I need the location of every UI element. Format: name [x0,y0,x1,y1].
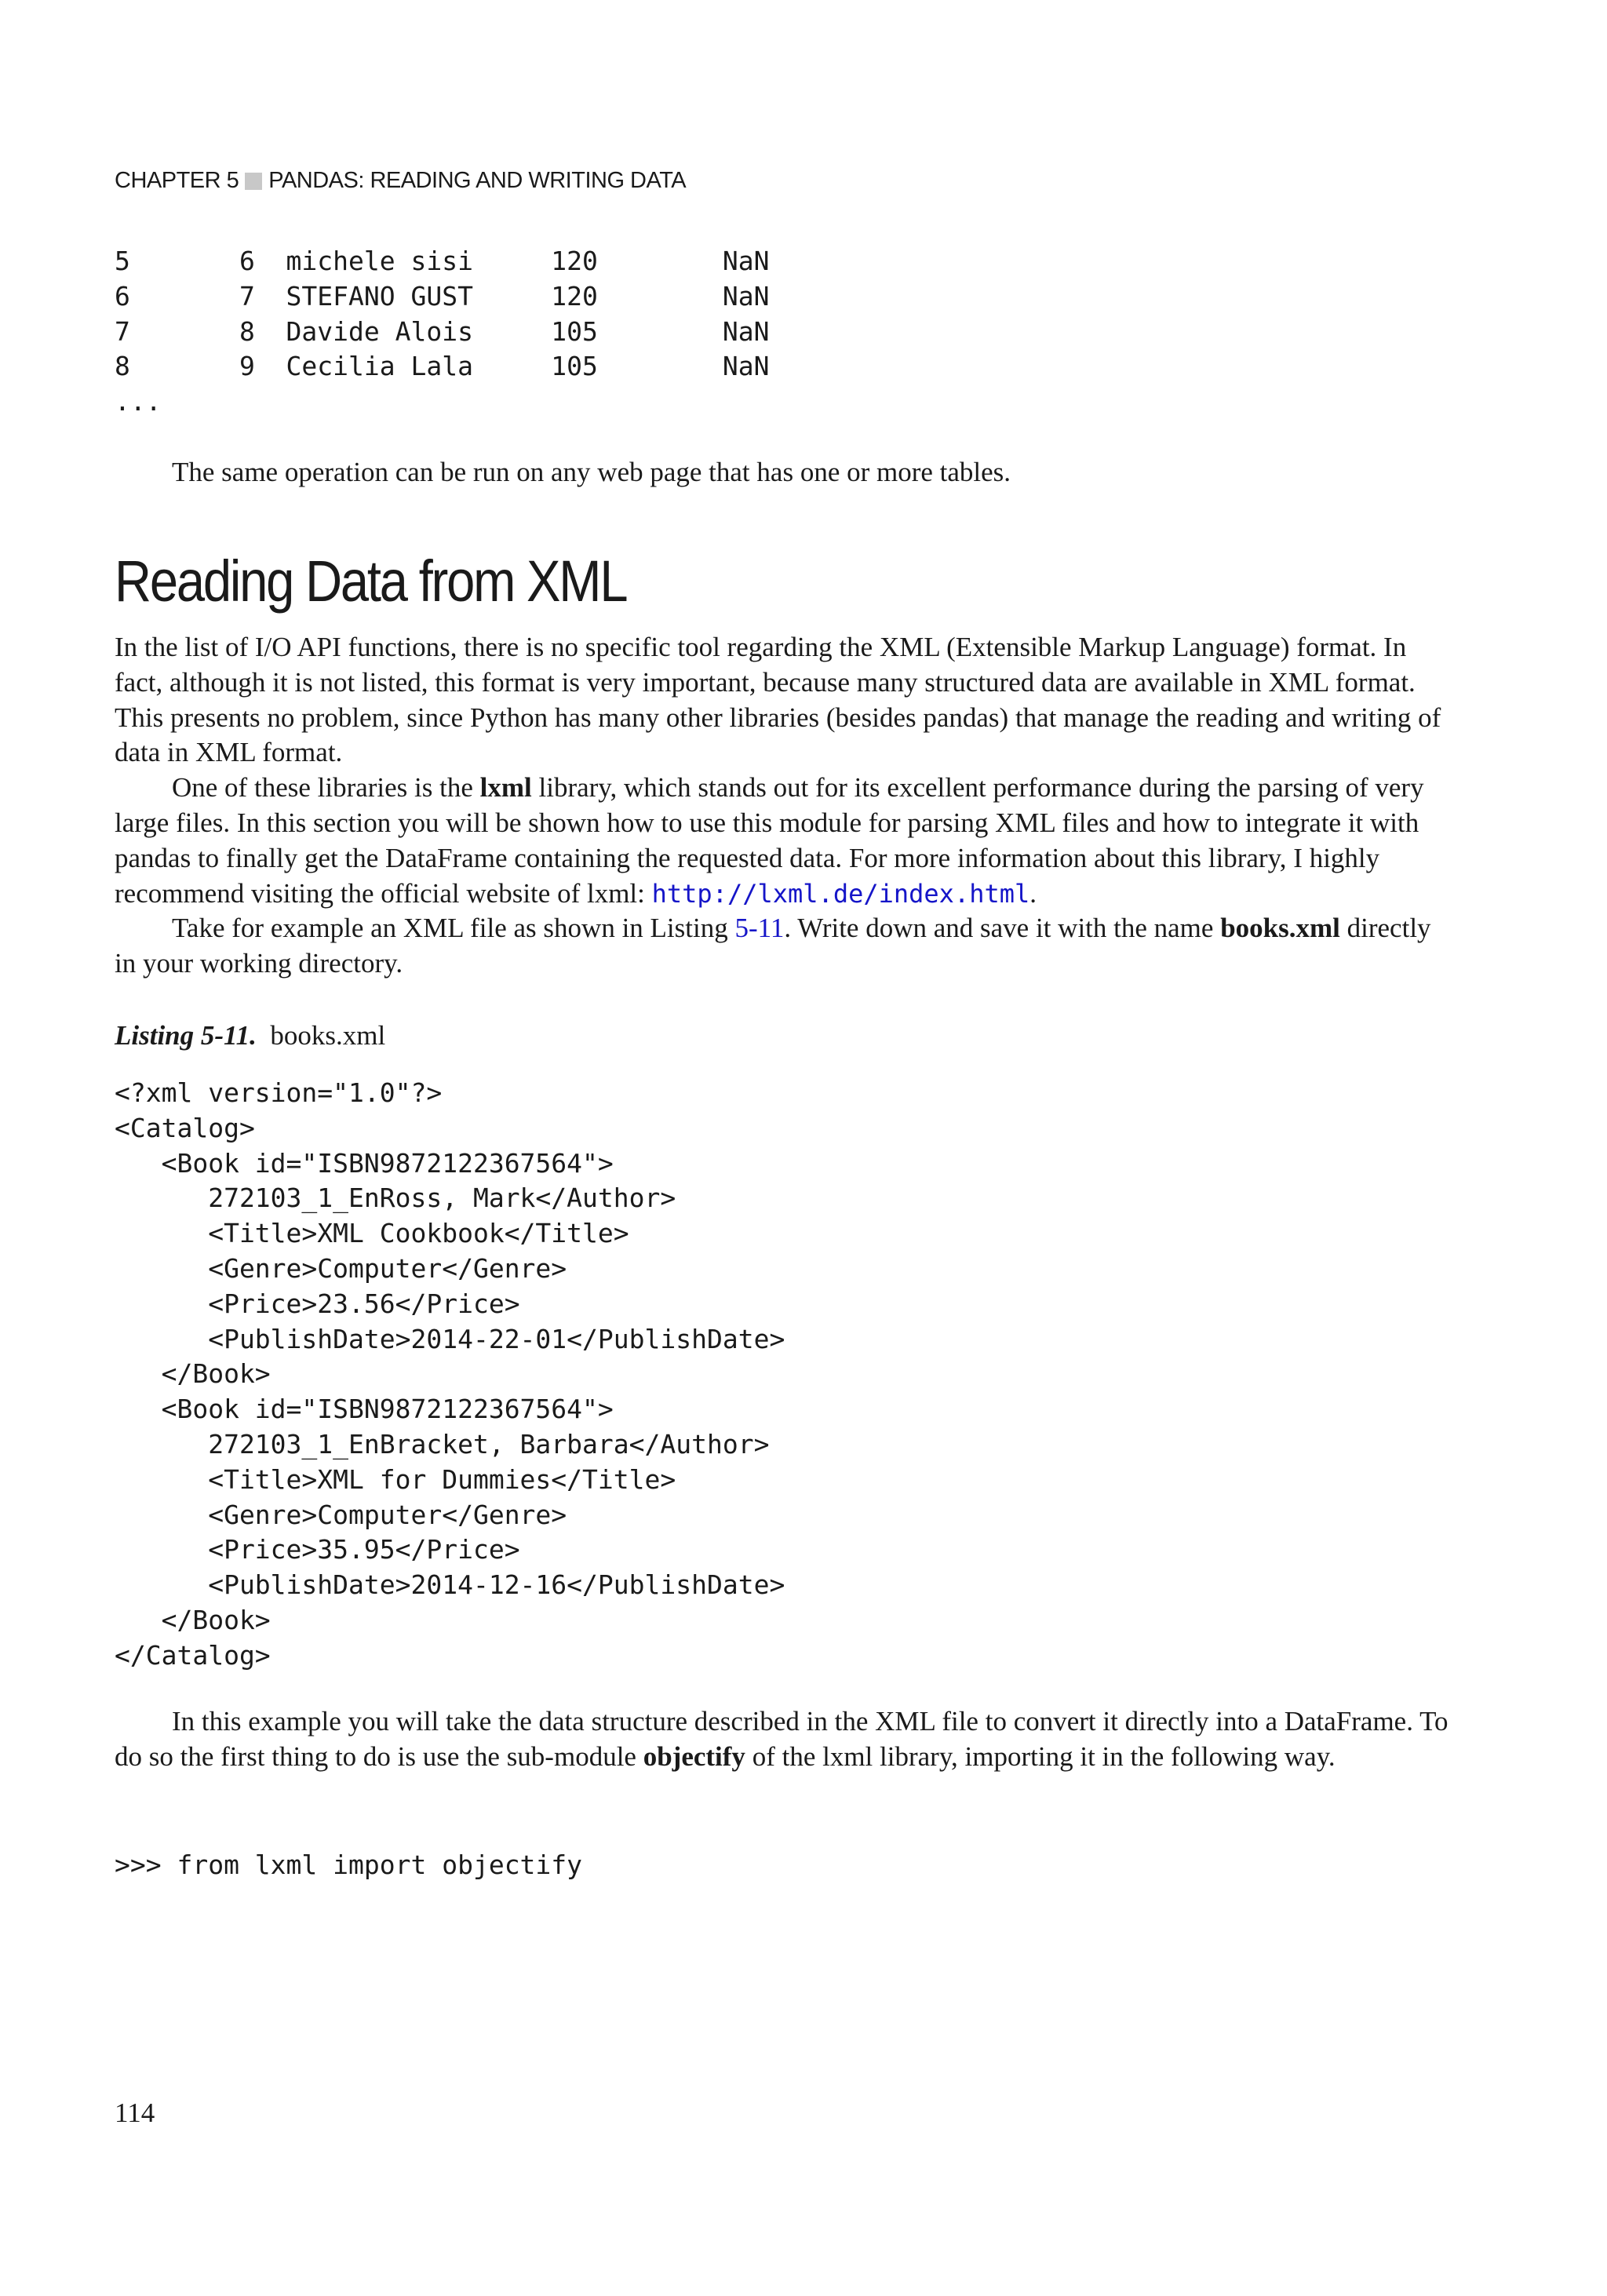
listing-crossref-link[interactable]: 5-11 [734,913,785,944]
section-title: Reading Data from XML [115,548,627,614]
output-row: 5 6 michele sisi 120 NaN [115,246,770,276]
code-line: </Catalog> [115,1639,271,1671]
paragraph-example-file: Take for example an XML file as shown in Listing 5-11. Write down and save it with the name books.xml directly in your working directory. [115,913,1431,979]
import-code [115,1848,582,1883]
code-line: </Book> [115,1358,271,1390]
code-line: </Book> [115,1604,271,1635]
section-body [115,630,1448,982]
output-row: 7 8 Davide Alois 105 NaN [115,315,770,347]
output-ellipsis: ... [115,386,162,417]
code-line: <Title>XML for Dummies</Title> [115,1463,676,1495]
bold-objectify: objectify [643,1740,745,1772]
page-number: 114 [115,2097,155,2128]
code-line: >>> from lxml import objectify [115,1850,583,1880]
paragraph-objectify: In this example you will take the data structure described in the XML file to convert it directly into a DataFrame. To do so the first thing to do is use the sub-module objectify of the lxml library, importing it in the following way. [115,1706,1448,1772]
lxml-website-link[interactable]: http://lxml.de/index.html [651,878,1030,909]
paragraph-same-operation: The same operation can be run on any web page that has one or more tables. [172,457,1011,487]
header-separator-square [245,173,262,190]
bold-lxml: lxml [479,772,532,804]
code-line: <Book id="ISBN9872122367564"> [115,1147,614,1179]
code-line: <Price>35.95</Price> [115,1534,520,1565]
code-line: <Price>23.56</Price> [115,1288,520,1319]
paragraph-intro: In the list of I/O API functions, there is no specific tool regarding the XML (Extensible Markup Language) format. In fact, although it is not listed, this format is very important, because many structured data are available in XML format. This presents no problem, since Python has many other libraries (besides pandas) that manage the reading and writing of data in XML format. [115,632,1441,768]
code-line: 272103_1_EnRoss, Mark</Author> [115,1183,676,1214]
code-line: 272103_1_EnBracket, Barbara</Author> [115,1428,770,1460]
code-line: <PublishDate>2014-22-01</PublishDate> [115,1323,785,1354]
code-line: <Book id="ISBN9872122367564"> [115,1394,614,1425]
paragraph-lxml: One of these libraries is the lxml library, which stands out for its excellent performance during the parsing of very large files. In this section you will be shown how to use this module for parsing XML files and how to integrate it with pandas to finally get the DataFrame containing the requested data. For more information about this library, I highly recommend visiting the official website of lxml: http://lxml.de/index.html. [115,772,1424,909]
listing-caption [115,1019,385,1053]
listing-name: books.xml [270,1020,386,1051]
bold-filename: books.xml [1220,913,1340,944]
running-header [115,168,686,194]
code-line: <Genre>Computer</Genre> [115,1252,567,1284]
code-line: <Catalog> [115,1112,255,1143]
code-line: <Genre>Computer</Genre> [115,1499,567,1530]
xml-code-listing [115,1076,785,1674]
code-line: <PublishDate>2014-12-16</PublishDate> [115,1569,785,1601]
chapter-title: PANDAS: READING AND WRITING DATA [268,168,687,193]
output-row: 6 7 STEFANO GUST 120 NaN [115,280,770,312]
code-line: <Title>XML Cookbook</Title> [115,1218,629,1249]
code-line: <?xml version="1.0"?> [115,1077,443,1108]
listing-label: Listing 5-11. [115,1020,257,1051]
chapter-label: CHAPTER 5 [115,168,239,193]
output-row: 8 9 Cecilia Lala 105 NaN [115,351,770,382]
dataframe-output [115,244,769,420]
